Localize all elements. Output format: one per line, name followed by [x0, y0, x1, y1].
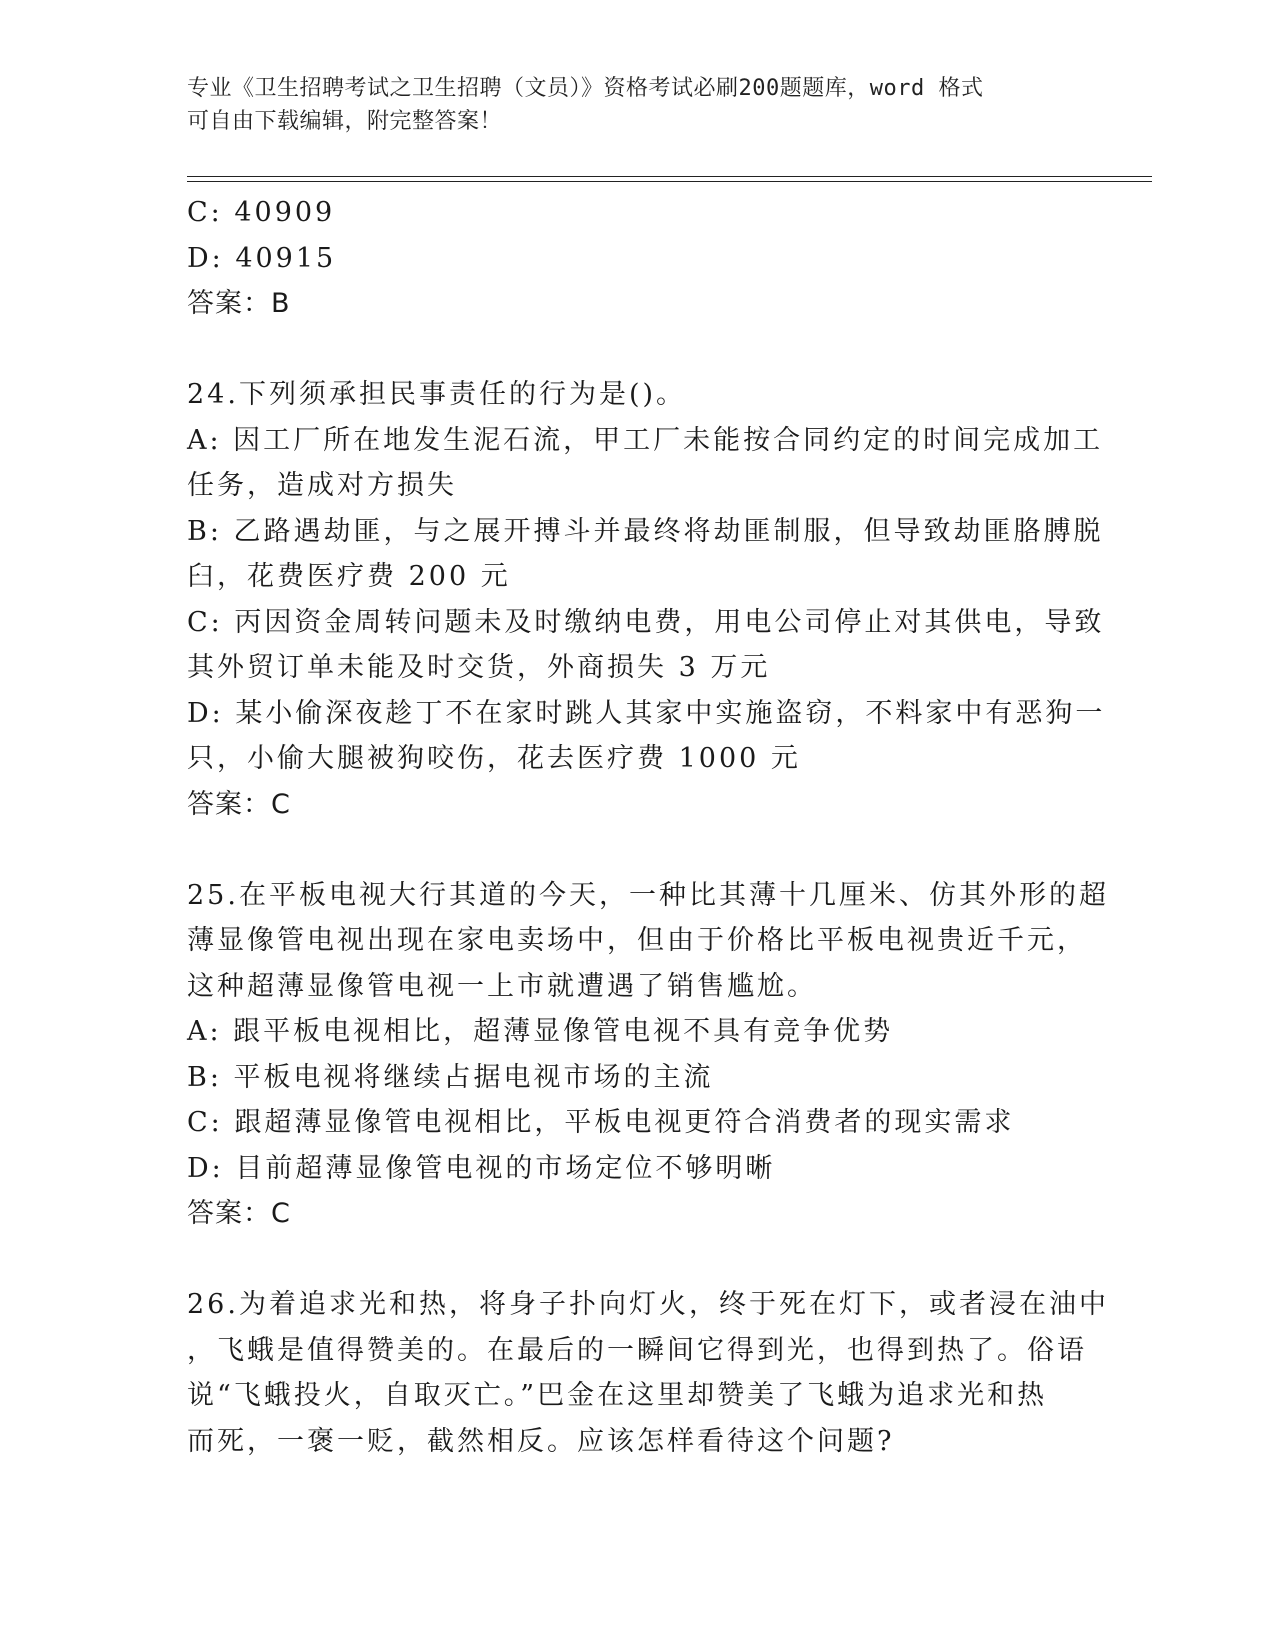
question-25: [187, 873, 1109, 1237]
document-body: [187, 190, 1109, 1464]
question-stem: 24.下列须承担民事责任的行为是()。: [187, 379, 687, 410]
option-a: A: 因工厂所在地发生泥石流，甲工厂未能按合同约定的时间完成加工: [187, 424, 1104, 456]
answer-line: 答案：C: [187, 788, 291, 820]
option-c: C: 40909: [187, 197, 336, 228]
document-header: [187, 72, 1087, 138]
header-line-2: 可自由下载编辑，附完整答案！: [187, 109, 503, 134]
answer-line: 答案：B: [187, 288, 291, 319]
option-d: D: 40915: [187, 242, 337, 274]
question-stem: 25.在平板电视大行其道的今天，一种比其薄十几厘米、仿其外形的超: [187, 879, 1109, 911]
spacer: [187, 327, 1087, 373]
question-26: [187, 1282, 1109, 1464]
option-a: A: 跟平板电视相比，超薄显像管电视不具有竞争优势: [187, 1016, 894, 1047]
option-d: D: 目前超薄显像管电视的市场定位不够明晰: [187, 1152, 776, 1184]
option-b: B: 平板电视将继续占据电视市场的主流: [187, 1061, 714, 1093]
question-24: [187, 372, 1106, 827]
question-23-tail: [187, 190, 1087, 327]
option-c-continued: 其外贸订单未能及时交货，外商损失 3 万元: [187, 652, 771, 683]
spacer: [187, 1237, 1087, 1283]
question-stem-continued: 而死，一褒一贬，截然相反。应该怎样看待这个问题?: [187, 1425, 895, 1457]
question-stem-continued: 这种超薄显像管电视一上市就遭遇了销售尴尬。: [187, 970, 817, 1002]
question-stem: 26.为着追求光和热，将身子扑向灯火，终于死在灯下，或者浸在油中: [187, 1289, 1109, 1320]
question-stem-continued: 薄显像管电视出现在家电卖场中，但由于价格比平板电视贵近千元，: [187, 925, 1087, 956]
header-divider-top: [187, 176, 1152, 177]
option-b: B: 乙路遇劫匪，与之展开搏斗并最终将劫匪制服，但导致劫匪胳膊脱: [187, 515, 1104, 547]
question-stem-continued: 说“飞蛾投火，自取灭亡。”巴金在这里却赞美了飞蛾为追求光和热: [187, 1380, 1048, 1411]
header-divider-bottom: [187, 181, 1152, 182]
question-stem-continued: ，飞蛾是值得赞美的。在最后的一瞬间它得到光，也得到热了。俗语: [187, 1334, 1087, 1366]
header-line-1: 专业《卫生招聘考试之卫生招聘（文员）》资格考试必刷200题题库，word 格式: [187, 76, 984, 101]
option-c: C: 丙因资金周转问题未及时缴纳电费，用电公司停止对其供电，导致: [187, 606, 1105, 638]
option-b-continued: 臼，花费医疗费 200 元: [187, 561, 511, 592]
option-d-continued: 只，小偷大腿被狗咬伤，花去医疗费 1000 元: [187, 743, 801, 774]
option-d: D: 某小偷深夜趁丁不在家时跳人其家中实施盗窃，不料家中有恶狗一: [187, 697, 1106, 729]
answer-line: 答案：C: [187, 1198, 291, 1229]
spacer: [187, 827, 1087, 873]
option-a-continued: 任务，造成对方损失: [187, 470, 457, 501]
option-c: C: 跟超薄显像管电视相比，平板电视更符合消费者的现实需求: [187, 1107, 1015, 1138]
